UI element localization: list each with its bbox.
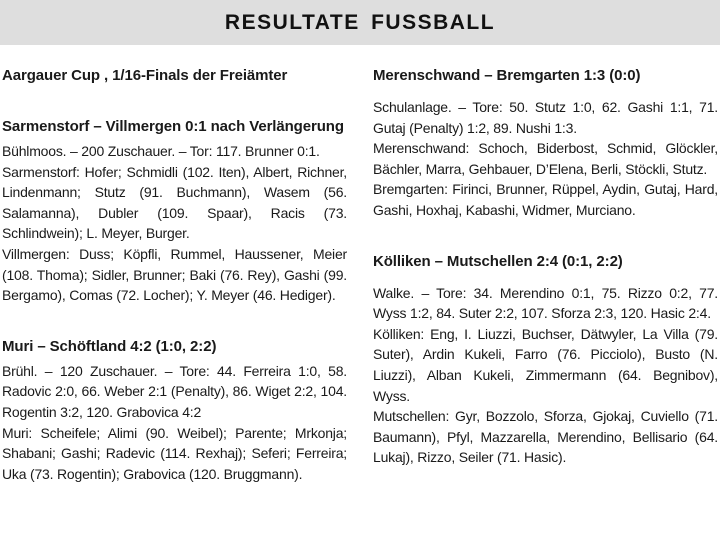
match-report [373,66,718,221]
section-title: Aargauer Cup , 1/16-Finals der Freiämter [2,67,288,84]
match-report [2,337,347,485]
match-title: Merenschwand – Bremgarten 1:3 (0:0) [373,67,641,84]
match-paragraph: Muri: Scheifele; Alimi (90. Weibel); Parente; Mrkonja; Shabani; Gashi; Radevic (114. Rexhaj); Seferi; Ferreira; Uka (73. Rogentin); Grabovica (120. Bruggmann). [2,424,347,482]
match-paragraph: Brühl. – 120 Zuschauer. – Tore: 44. Ferreira 1:0, 58. Radovic 2:0, 66. Weber 2:1 (Penalty), 86. Wiget 2:2, 104. Rogentin 3:2, 120. Grabovica 4:2 [2,362,347,420]
match-paragraph: Walke. – Tore: 34. Merendino 0:1, 75. Rizzo 0:2, 77. Wyss 1:2, 84. Suter 2:2, 107. Sforza 2:3, 120. Hasic 2:4. [373,284,718,322]
match-paragraph: Merenschwand: Schoch, Biderbost, Schmid, Glöckler, Bächler, Marra, Gehbauer, D’Elena, Berli, Stöckli, Stutz. [373,140,718,177]
match-title: Muri – Schöftland 4:2 (1:0, 2:2) [2,337,217,355]
match-paragraph: Kölliken: Eng, I. Liuzzi, Buchser, Dätwyler, La Villa (79. Suter), Ardin Kukeli, Farro (76. Picciolo), Busto (N. Liuzzi), Alban Kukeli, Zimmermann (64. Begnibov), Wyss. [373,325,718,404]
match-paragraph: Bremgarten: Firinci, Brunner, Rüppel, Aydin, Gutaj, Hard, Gashi, Hoxhaj, Kabashi, Widmer, Murciano. [373,181,718,218]
match-title: Sarmenstorf – Villmergen 0:1 nach Verlängerung [2,118,344,135]
page-title: RESULTATE FUSSBALL [224,11,496,34]
left-column [2,66,347,484]
match-paragraph: Schulanlage. – Tore: 50. Stutz 1:0, 62. Gashi 1:1, 71. Gutaj (Penalty) 1:2, 89. Nushi 1:3. [373,99,718,136]
match-paragraph: Bühlmoos. – 200 Zuschauer. – Tor: 117. Brunner 0:1. [2,143,320,159]
match-title: Kölliken – Mutschellen 2:4 (0:1, 2:2) [373,252,623,270]
right-column [373,66,718,468]
match-paragraph: Mutschellen: Gyr, Bozzolo, Sforza, Gjokaj, Cuviello (71. Baumann), Pfyl, Mazzarella, Merendino, Bellisario (64. Lukaj), Rizzo, Seiler (71. Hasic). [373,408,718,466]
match-paragraph: Sarmenstorf: Hofer; Schmidli (102. Iten), Albert, Richner, Lindenmann; Stutz (91. Buchmann), Wasem (56. Salamanna), Dubler (109. Spaar), Racis (73. Schlindwein); L. Meyer, Burger. [2,163,347,242]
match-report [373,252,718,468]
match-report [2,117,347,306]
header-banner [0,0,720,45]
match-paragraph: Villmergen: Duss; Köpfli, Rummel, Haussener, Meier (108. Thoma); Sidler, Brunner; Baki (76. Rey), Gashi (99. Bergamo), Comas (72. Locher); Y. Meyer (46. Hediger). [2,245,347,304]
